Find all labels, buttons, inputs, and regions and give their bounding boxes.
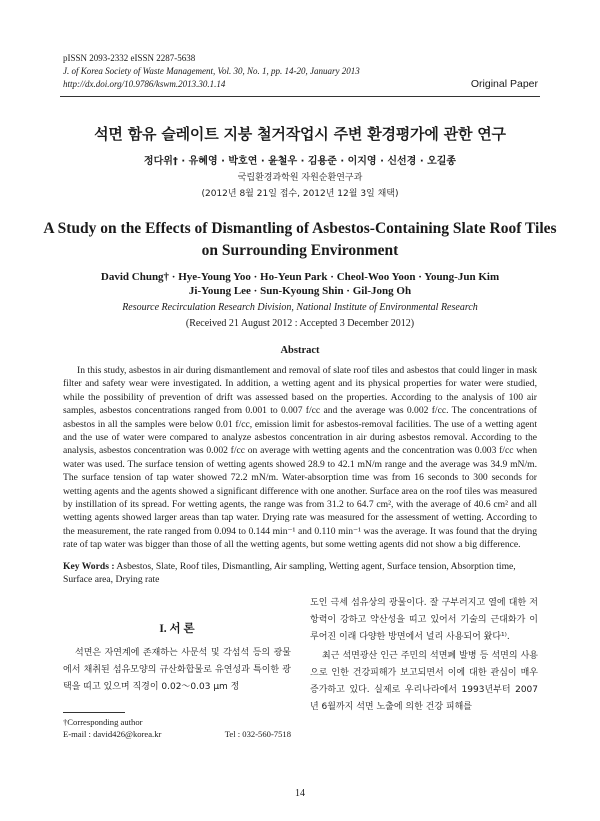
- intro-right-column: [310, 595, 538, 716]
- keywords-text: Asbestos, Slate, Roof tiles, Dismantling, Air sampling, Wetting agent, Surface tension, Absorption time, Surface area, Drying rate: [63, 561, 516, 586]
- korean-title: 석면 함유 슬레이트 지붕 철거작업시 주변 환경평가에 관한 연구: [94, 125, 506, 143]
- footnote-divider: [63, 712, 125, 713]
- footnote-tel: Tel : 032-560-7518: [224, 729, 291, 739]
- doi-link[interactable]: http://dx.doi.org/10.9786/kswm.2013.30.1.14: [63, 79, 226, 89]
- keywords: [63, 560, 537, 587]
- intro-paragraph-1: 도인 극세 섬유상의 광물이다. 잘 구부러지고 열에 대한 저항력이 강하고 약산성을 띠고 있어서 기술의 근대화가 이루어진 이래 다양한 방면에서 널리 사용되어 왔다¹⁾.: [310, 598, 538, 642]
- footnote-email[interactable]: E-mail : david426@korea.kr: [63, 729, 162, 739]
- english-title: A Study on the Effects of Dismantling of Asbestos-Containing Slate Roof Tiles on Surrounding Environment: [43, 220, 557, 259]
- korean-dates: (2012년 8월 21일 접수, 2012년 12월 3일 채택): [201, 189, 399, 199]
- english-authors-line-2: Ji-Young Lee · Sun-Kyoung Shin · Gil-Jong Oh: [188, 285, 412, 297]
- keywords-label: Key Words :: [63, 561, 115, 572]
- english-authors-line-1: David Chung† · Hye-Young Yoo · Ho-Yeun Park · Cheol-Woo Yoon · Young-Jun Kim: [100, 271, 500, 283]
- issn-line: pISSN 2093-2332 eISSN 2287-5638: [63, 53, 196, 63]
- journal-header: [63, 52, 360, 91]
- header-divider: [60, 96, 540, 97]
- footnote-label: †Corresponding author: [63, 717, 143, 727]
- korean-affiliation: 국립환경과학원 자원순환연구과: [237, 173, 363, 183]
- section-heading-introduction: I. 서 론: [159, 623, 195, 635]
- journal-citation: J. of Korea Society of Waste Management, Vol. 30, No. 1, pp. 14-20, January 2013: [63, 66, 360, 76]
- page-number: 14: [295, 788, 305, 799]
- abstract-text: In this study, asbestos in air during dismantlement and removal of slate roof tiles and asbestos that could linger in mask filter and safety wear were investigated. In addition, a wetting agent and its physical properties for water were studied, while the possibility of prevention of drift was assessed based on the properties. According to the analysis of 100 air samples, asbestos concentrations ranged from 0.001 to 0.007 f/cc and the average was 0.002 f/cc. The concentrations of asbestos in all the samples were below 0.01 f/cc, emission limit for asbestos-removal facilities. The use of a wetting agent and the use of water were compared to analyze asbestos concentration in air during asbestos removal. According to the analysis, asbestos concentration was 0.002 f/cc on average with wetting agents and the concentration was 0.003 f/cc when water was used. The surface tension of wetting agents showed 28.9 to 42.1 mN/m range and the average was 34.9 mN/m. The surface tension of tap water showed 72.2 mN/m. Water-absorption time was from 16 seconds to 300 seconds for wetting agents and the agents showed a significant difference with one another. Surface area on the roof tiles was measured by instillation of its spread. For wetting agents, the range was from 31.2 to 64.7 cm², with the average of 40.6 cm² and all wetting agents showed larger areas than tap water. Drying rate was measured for the assessment of wetting. According to the measurement, the rate ranged from 0.094 to 0.144 min⁻¹ and 0.110 min⁻¹ was the average. It was found that the drying rate of tap water was bigger than those of all the wetting agents, but some wetting agents did not show a big difference.: [63, 365, 537, 551]
- english-authors: [40, 270, 560, 298]
- english-dates: (Received 21 August 2012 : Accepted 3 December 2012): [185, 318, 415, 329]
- footnote: [63, 716, 291, 740]
- english-affiliation: Resource Recirculation Research Division, National Institute of Environmental Research: [122, 302, 478, 313]
- korean-authors: 정다위† · 유혜영 · 박호연 · 윤철우 · 김용준 · 이지영 · 신선경 · 오길종: [143, 156, 457, 167]
- intro-left-column: 석면은 자연계에 존재하는 사문석 및 각섬석 등의 광물에서 채취된 섬유모양의 규산화합물로 유연성과 특이한 광택을 띠고 있으며 직경이 0.02～0.03 μm 정: [63, 648, 291, 692]
- intro-paragraph-2: 최근 석면광산 인근 주민의 석면폐 발병 등 석면의 사용으로 인한 건강피해가 보고되면서 이에 대한 관심이 매우 증가하고 있다. 실제로 우리나라에서 1993년부터 2007년 6월까지 석면 노출에 의한 건강 피해를: [310, 651, 538, 712]
- abstract-heading: Abstract: [280, 345, 320, 356]
- paper-type-label: Original Paper: [470, 78, 538, 90]
